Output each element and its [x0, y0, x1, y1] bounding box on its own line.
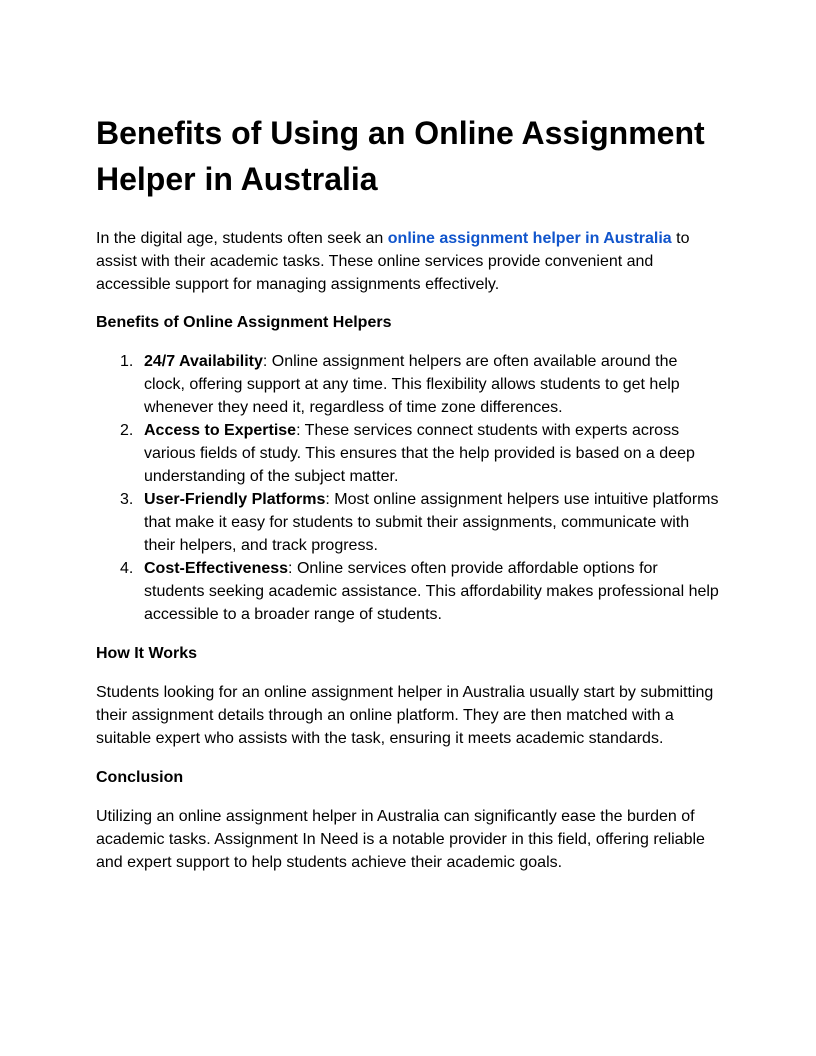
conclusion-heading: Conclusion	[96, 769, 184, 786]
list-item-text: : Online services often provide affordable options for students seeking academic assistance. This affordability makes professional help accessible to a broader range of students.	[144, 560, 719, 623]
benefits-heading: Benefits of Online Assignment Helpers	[96, 314, 392, 331]
list-item-text: : Most online assignment helpers use intuitive platforms that make it easy for students to submit their assignments, communicate with their helpers, and track progress.	[144, 491, 719, 554]
list-item-text: : Online assignment helpers are often available around the clock, offering support at any time. This flexibility allows students to get help whenever they need it, regardless of time zone differences.	[144, 353, 680, 416]
list-item	[96, 488, 720, 557]
list-item-term: Cost-Effectiveness	[144, 560, 289, 577]
benefits-list	[96, 350, 720, 626]
how-it-works-paragraph: Students looking for an online assignment helper in Australia usually start by submitting their assignment details through an online platform. They are then matched with a suitable expert who assists with the task, ensuring it meets academic standards.	[96, 684, 714, 747]
conclusion-paragraph: Utilizing an online assignment helper in Australia can significantly ease the burden of academic tasks. Assignment In Need is a notable provider in this field, offering reliable and expert support to help students achieve their academic goals.	[96, 808, 705, 871]
how-it-works-heading: How It Works	[96, 645, 198, 662]
list-item-number: 4.	[120, 560, 134, 577]
list-item	[96, 350, 720, 419]
list-item-term: 24/7 Availability	[144, 353, 263, 370]
list-item	[96, 419, 720, 488]
intro-text-before: In the digital age, students often seek an	[96, 230, 388, 247]
list-item	[96, 557, 720, 626]
intro-link[interactable]: online assignment helper in Australia	[387, 230, 672, 247]
intro-text-after: to assist with their academic tasks. These online services provide convenient and accessible support for managing assignments effectively.	[96, 230, 690, 293]
list-item-term: User-Friendly Platforms	[144, 491, 326, 508]
list-item-term: Access to Expertise	[144, 422, 297, 439]
list-item-text: : These services connect students with experts across various fields of study. This ensures that the help provided is based on a deep understanding of the subject matter.	[144, 422, 695, 485]
intro-paragraph	[96, 227, 720, 296]
document-page	[96, 110, 720, 874]
list-item-number: 3.	[120, 491, 134, 508]
list-item-number: 1.	[120, 353, 134, 370]
document-title: Benefits of Using an Online Assignment Helper in Australia	[96, 115, 705, 197]
list-item-number: 2.	[120, 422, 134, 439]
